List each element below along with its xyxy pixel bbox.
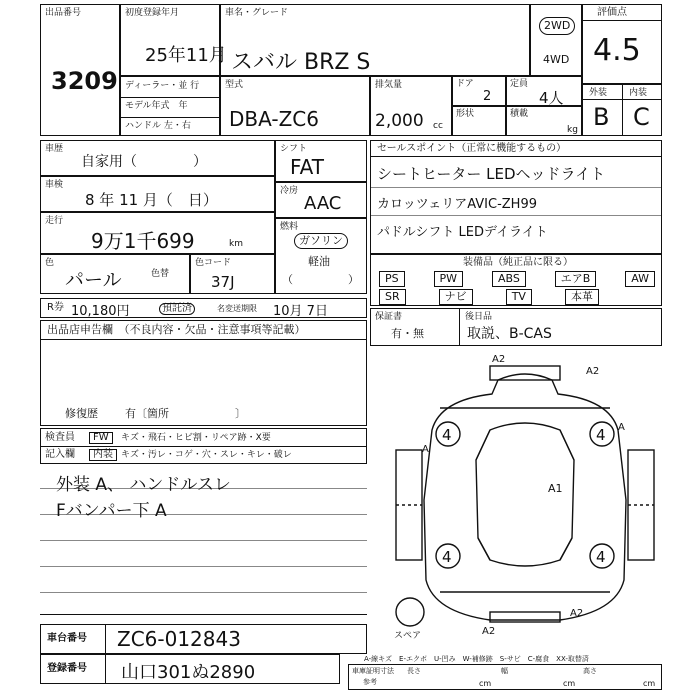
mileage-value: 9万1千699: [91, 229, 195, 253]
exterior-label: 外装: [589, 88, 608, 98]
selling-line-3: パドルシフト LEDデイライト: [377, 225, 548, 240]
legend-line: A-線キズ E-エクボ U-凹み W-補修跡 S-サビ C-腐食 XX-取替済: [364, 655, 589, 663]
door-box: [452, 76, 506, 106]
mileage-box: [40, 212, 275, 254]
selling-line-2: カロッツェリアAVIC-ZH99: [377, 197, 537, 212]
score-title: 評価点: [597, 7, 627, 18]
ext-int-box: [582, 84, 662, 136]
spare-label: スペア: [394, 631, 422, 641]
legend-length-unit: cm: [479, 679, 492, 688]
equipment-item: PW: [434, 271, 464, 287]
model-year-label: モデル年式 年: [125, 101, 188, 111]
warranty-value: 有・無: [391, 327, 424, 340]
equipment-item: 本革: [565, 289, 599, 305]
fuel-box: [275, 218, 367, 294]
legend-height: 高さ: [583, 667, 597, 675]
legend-height-unit: cm: [643, 679, 656, 688]
mark-rear-right: A2: [570, 608, 584, 619]
ac-box: [275, 182, 367, 218]
warranty-label: 保証書: [375, 312, 403, 322]
dealer-box: [120, 76, 220, 136]
equipment-title: 装備品（純正品に限る）: [463, 257, 573, 268]
type-label: 型式: [225, 80, 244, 90]
tire-mark-fr: 4: [596, 426, 606, 444]
note-line-2: Fバンパー下 A: [56, 501, 167, 521]
color-value: パール: [65, 269, 122, 291]
ac-value: AAC: [304, 193, 342, 214]
history-box: [40, 140, 275, 176]
shift-value: FAT: [290, 155, 325, 179]
drive-2wd: 2WD: [539, 17, 575, 35]
shape-box: [452, 106, 506, 136]
note-line-1: 外装 A、 ハンドルスレ: [56, 475, 231, 495]
repair-value: 有〔箇所 〕: [125, 407, 246, 420]
equipment-row-1: [379, 271, 655, 287]
fuel-gas: ガソリン: [294, 233, 348, 249]
tire-mark-fl: 4: [442, 426, 452, 444]
chassis-label: 車台番号: [47, 633, 87, 644]
registration-box: [40, 654, 340, 684]
type-box: [220, 76, 370, 136]
interior-label: 内装: [629, 88, 648, 98]
rear-value: 取説、B-CAS: [467, 326, 552, 342]
color-code-label: 色コード: [195, 258, 232, 268]
recycle-box: [40, 298, 367, 318]
score-value: 4.5: [593, 33, 641, 68]
chassis-box: [40, 624, 367, 654]
tire-mark-rl: 4: [442, 548, 452, 566]
load-box: [506, 106, 582, 136]
legend-size-box: [348, 664, 662, 690]
model-label: 車名・グレード: [225, 8, 289, 18]
inspection-value: 8 年 11 月（ 日）: [85, 191, 218, 209]
door-value: 2: [483, 89, 492, 104]
recycle-value: 10,180円: [71, 304, 130, 319]
load-unit: kg: [567, 125, 578, 135]
equipment-item: ナビ: [439, 289, 473, 305]
capacity-label: 定員: [510, 79, 529, 89]
model-box: [220, 4, 530, 76]
lot-label: 出品番号: [45, 8, 82, 18]
reg-value: 山口301ぬ2890: [121, 662, 256, 683]
entry-label: 記入欄: [45, 449, 75, 460]
history-label: 車歴: [45, 144, 64, 154]
equipment-item: ABS: [492, 271, 526, 287]
report-box: [40, 320, 367, 426]
rear-label: 後日品: [465, 312, 493, 322]
displacement-label: 排気量: [375, 80, 403, 90]
entry-interior: 内装: [89, 449, 117, 461]
drive-4wd: 4WD: [543, 53, 570, 66]
fuel-label: 燃料: [280, 222, 299, 232]
color-change-label: 色替: [151, 269, 170, 279]
fuel-bracket: （ ）: [282, 273, 359, 286]
model-value: スバル BRZ S: [231, 50, 371, 75]
first-reg-label: 初度登録年月: [125, 8, 180, 18]
inspector-items: キズ・飛石・ヒビ割・リペア跡・X要: [121, 433, 271, 443]
interior-value: C: [633, 103, 650, 131]
mileage-unit: km: [229, 239, 243, 249]
selling-line-1: シートヒーター LEDヘッドライト: [377, 165, 606, 183]
lot-number: 3209: [51, 67, 118, 95]
drive-box: [530, 4, 582, 76]
legend-size-label: 車庫証明寸法: [352, 667, 394, 675]
tire-mark-rr: 4: [596, 548, 606, 566]
selling-box: [370, 140, 662, 254]
inspector-label: 検査員: [45, 432, 75, 443]
inspection-box: [40, 176, 275, 212]
mark-right: A: [618, 422, 625, 433]
notes-area: [40, 466, 367, 616]
report-title: 出品店申告欄 （不良内容・欠品・注意事項等記載）: [47, 323, 306, 336]
mark-front-bumper-right: A2: [586, 366, 600, 377]
mark-front-bumper-left: A2: [492, 354, 506, 365]
entry-items: キズ・汚レ・コゲ・穴・スレ・キレ・破レ: [121, 450, 292, 460]
exterior-value: B: [593, 103, 610, 131]
load-label: 積載: [510, 109, 529, 119]
recycle-label: R券: [47, 302, 64, 313]
recycle-deposit: 預託済: [159, 303, 195, 315]
lot-box: [40, 4, 120, 136]
shape-label: 形状: [456, 109, 475, 119]
mark-rear-left: A2: [482, 626, 496, 637]
color-code-box: [190, 254, 275, 294]
mileage-label: 走行: [45, 216, 64, 226]
inspector-fw: FW: [89, 432, 113, 444]
door-label: ドア: [456, 79, 474, 89]
history-value: 自家用（ ）: [81, 154, 207, 170]
inspector-box: [40, 428, 367, 464]
mark-roof: A1: [548, 482, 563, 495]
first-reg-value: 25年11月: [145, 45, 227, 66]
handle-label: ハンドル 左・右: [125, 121, 191, 131]
capacity-box: [506, 76, 582, 106]
equipment-row-2: [379, 289, 599, 305]
equipment-item: SR: [379, 289, 406, 305]
displacement-value: 2,000: [375, 111, 424, 131]
legend-width-unit: cm: [563, 679, 576, 688]
spare-tire: [396, 598, 424, 626]
equipment-item: PS: [379, 271, 405, 287]
equipment-item: エアB: [555, 271, 597, 287]
warranty-box: [370, 308, 662, 346]
shift-label: シフト: [280, 144, 308, 154]
capacity-value: 4人: [539, 89, 564, 107]
reg-label: 登録番号: [47, 663, 87, 674]
equipment-box: [370, 254, 662, 306]
displacement-unit: cc: [433, 121, 443, 131]
type-value: DBA-ZC6: [229, 107, 319, 131]
repair-label: 修復歴: [65, 407, 98, 420]
equipment-item: AW: [625, 271, 655, 287]
ac-label: 冷房: [280, 186, 299, 196]
equipment-item: TV: [506, 289, 532, 305]
inspection-label: 車検: [45, 180, 64, 190]
name-change-value: 10月 7日: [273, 304, 328, 319]
first-reg-box: [120, 4, 227, 76]
color-box: [40, 254, 190, 294]
score-box: [582, 4, 662, 84]
fuel-diesel: 軽油: [308, 255, 330, 268]
color-label: 色: [45, 258, 55, 268]
mark-left: A: [422, 444, 429, 455]
dealer-label: ディーラー・並 行: [125, 81, 200, 91]
legend-size-sub: 参考: [363, 678, 377, 686]
legend-length: 長さ: [407, 667, 421, 675]
car-diagram: [380, 350, 670, 645]
car-body-outline: [424, 374, 626, 620]
front-bumper: [490, 366, 560, 380]
shift-box: [275, 140, 367, 182]
legend-width: 幅: [501, 667, 508, 675]
selling-title: セールスポイント（正常に機能するもの）: [377, 143, 567, 154]
name-change-label: 名変送期限: [217, 304, 257, 313]
chassis-value: ZC6-012843: [117, 627, 241, 651]
color-code-value: 37J: [211, 273, 235, 291]
displacement-box: [370, 76, 452, 136]
